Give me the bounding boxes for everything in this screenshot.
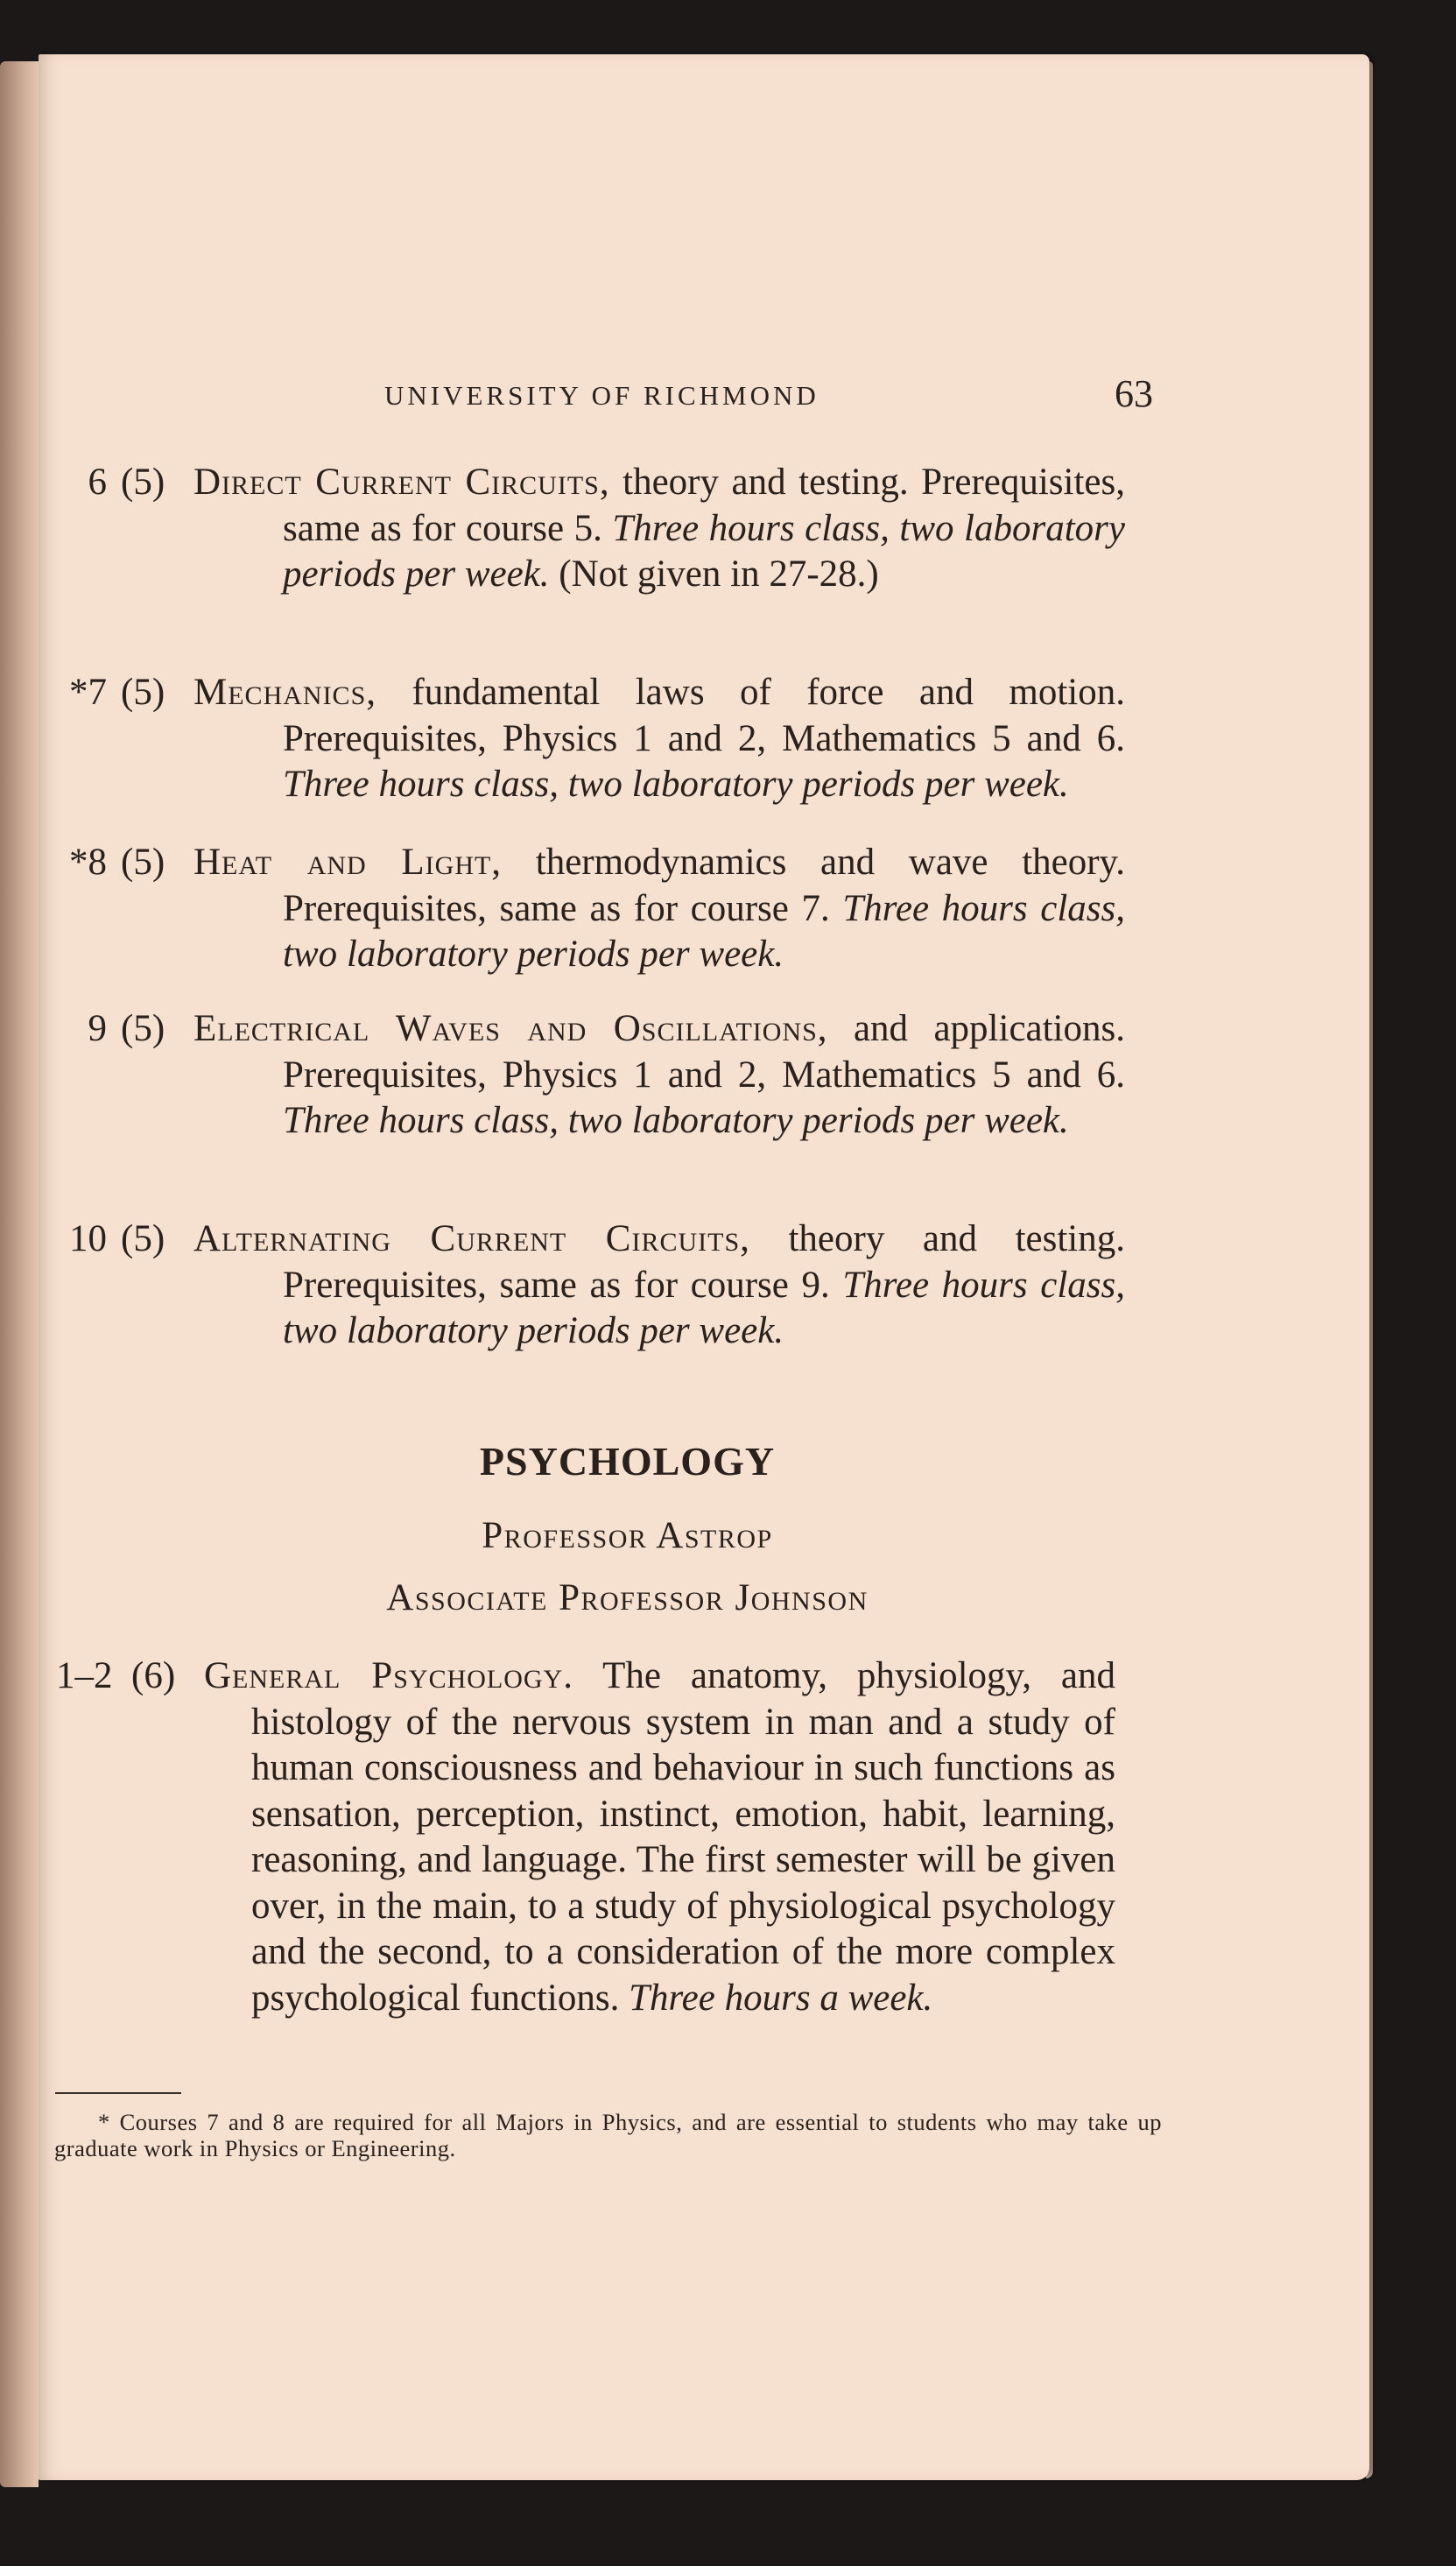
- course-title: Alternating Current Circuits,: [193, 1218, 750, 1259]
- course-description: thermodynamics and wave theory. Prerequisites, same as for course 7.: [283, 842, 1125, 929]
- course-text: [193, 460, 1125, 598]
- course-title: Mechanics,: [193, 672, 376, 713]
- course-credits: (5): [121, 1008, 165, 1049]
- page-number: 63: [1115, 372, 1153, 415]
- professor-name: Professor Astrop: [482, 1515, 773, 1556]
- course-number: *7: [69, 672, 107, 713]
- course-entry-psych-1-2: [39, 1653, 1264, 2021]
- course-description: theory and testing. Prerequisites, same as for course 9.: [283, 1218, 1125, 1306]
- course-schedule: Three hours class, two laboratory periods per week.: [283, 507, 1125, 595]
- course-number: 9: [88, 1008, 107, 1049]
- course-description: fundamental laws of force and motion. Prerequisites, Physics 1 and 2, Mathematics 5 and 6.: [283, 672, 1125, 759]
- course-text: [204, 1653, 1115, 2021]
- course-text: [193, 840, 1125, 978]
- footnote-rule: [55, 2092, 181, 2094]
- course-entry-8: [39, 840, 1264, 978]
- course-text: [193, 670, 1125, 808]
- course-number: 10: [69, 1218, 107, 1259]
- course-entry-10: [39, 1216, 1264, 1355]
- footnote: * Courses 7 and 8 are required for all Majors in Physics, and are essential to students who may take up graduate work in Physics or Engineering.: [54, 2109, 1162, 2161]
- course-schedule: Three hours class, two laboratory periods per week.: [283, 764, 1069, 805]
- course-description: and applications. Prerequisites, Physics 1 and 2, Mathematics 5 and 6.: [283, 1008, 1125, 1096]
- associate-professor-name: Associate Professor Johnson: [386, 1577, 869, 1618]
- course-text: [193, 1216, 1125, 1355]
- course-description: theory and testing. Prerequisites, same as for course 5.: [283, 462, 1125, 549]
- course-credits: (5): [121, 672, 165, 713]
- course-number: 1–2: [56, 1655, 113, 1696]
- course-credits: (5): [121, 462, 165, 503]
- section-title-psychology: PSYCHOLOGY: [479, 1439, 776, 1484]
- course-credits: (5): [121, 1218, 165, 1259]
- course-note: (Not given in 27-28.): [549, 553, 879, 595]
- course-title: Electrical Waves and Oscillations,: [193, 1008, 828, 1049]
- course-schedule: Three hours a week.: [629, 1977, 933, 2019]
- course-description: The anatomy, physiology, and histology of the nervous system in man and a study of human consciousness and behaviour in such functions as sensation, perception, instinct, emotion, habit, learning, reasoning, and language. The first semester will be given over, in the main, to a study of physiological psychology and the second, to a consideration of the more complex psychological functions.: [251, 1655, 1115, 2019]
- course-schedule: Three hours class, two laboratory periods per week.: [283, 1100, 1069, 1141]
- course-entry-9: [39, 1006, 1264, 1145]
- course-number: 6: [88, 462, 107, 503]
- course-credits: (5): [121, 842, 165, 883]
- book-left-page-edge: [0, 61, 39, 2487]
- course-title: Direct Current Circuits,: [193, 462, 610, 503]
- course-title: Heat and Light,: [193, 842, 503, 883]
- course-entry-7: [39, 670, 1264, 808]
- course-schedule: Three hours class, two laboratory periods per week.: [283, 1264, 1125, 1351]
- running-head: UNIVERSITY OF RICHMOND: [384, 380, 819, 411]
- course-entry-6: [39, 460, 1264, 598]
- course-title: General Psychology.: [204, 1655, 573, 1696]
- course-number: *8: [69, 842, 107, 883]
- course-schedule: Three hours class, two laboratory periods per week.: [283, 887, 1125, 975]
- course-text: [193, 1006, 1125, 1145]
- book-page: [39, 54, 1369, 2480]
- course-credits: (6): [131, 1655, 176, 1696]
